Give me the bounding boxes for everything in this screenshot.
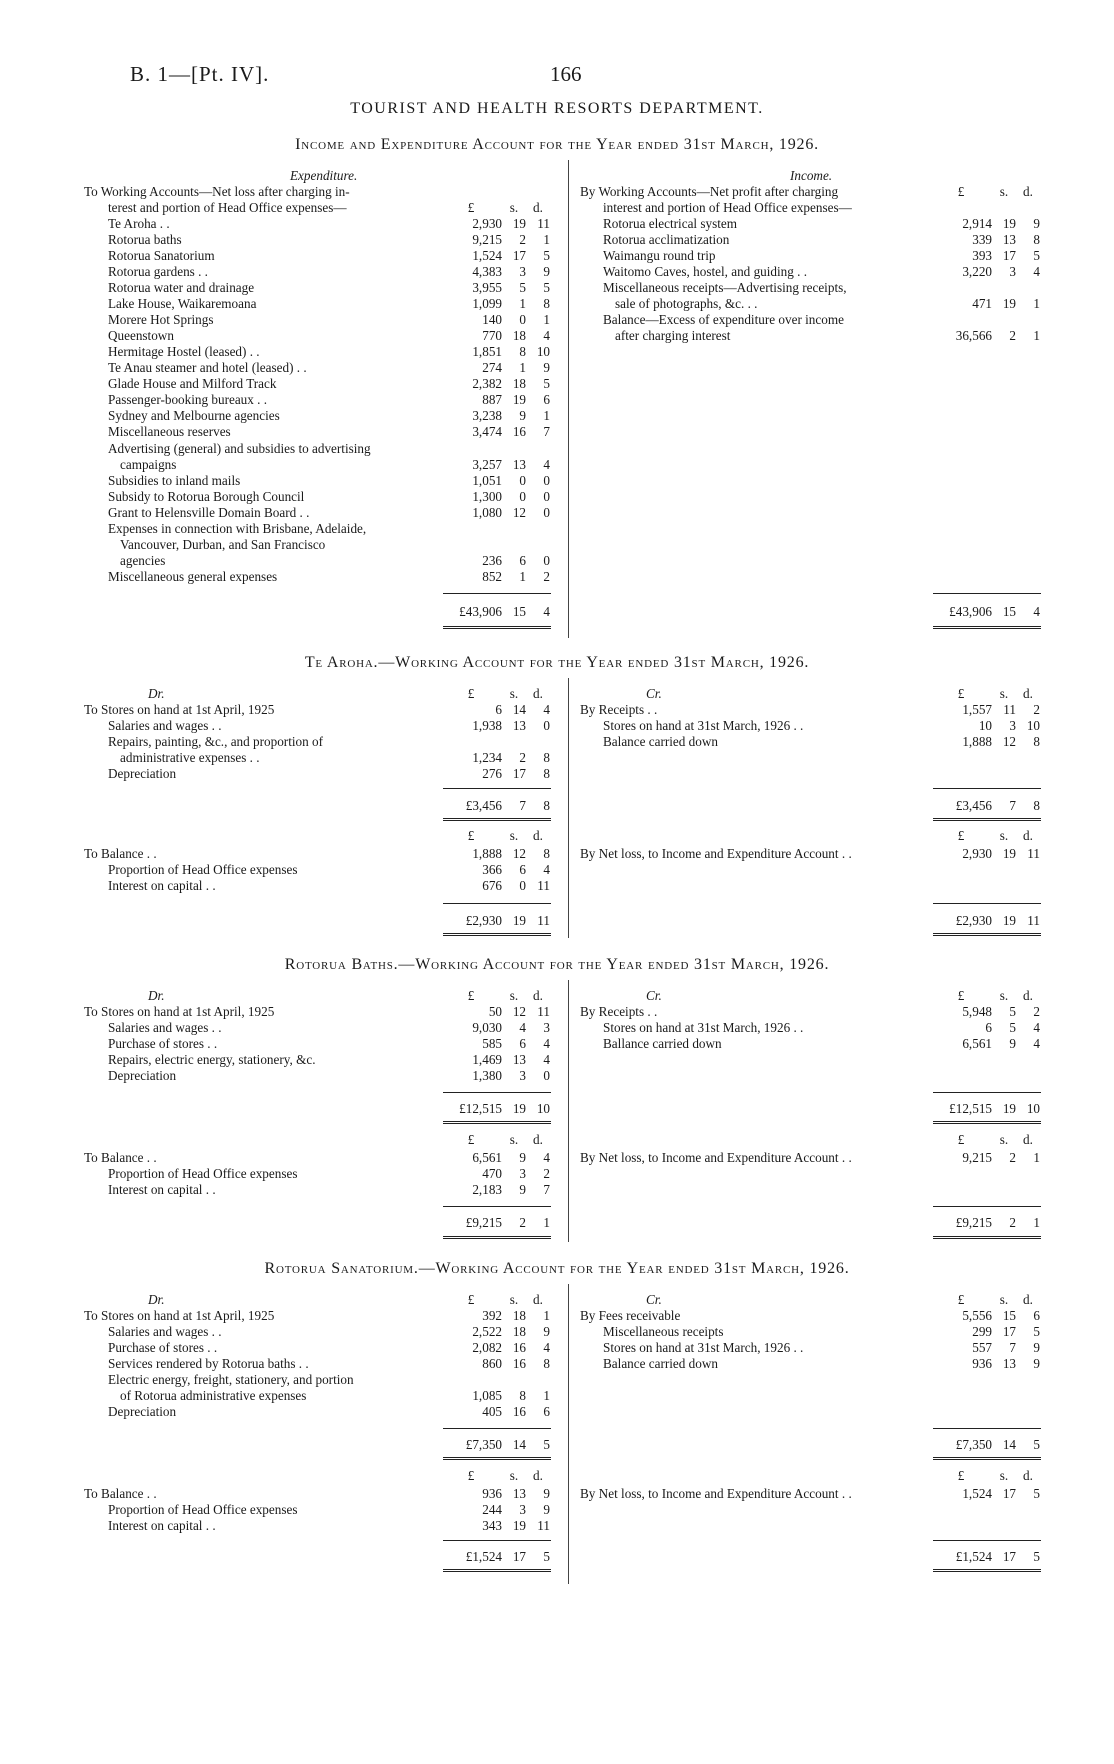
- account-row-label: Passenger-booking bureaux . .: [108, 392, 268, 407]
- dr-label: Dr.: [148, 1292, 165, 1307]
- total-double-rule: [443, 818, 551, 821]
- total-rule: [443, 1206, 551, 1207]
- total-double-rule: [933, 626, 1041, 629]
- account-row-label: Grant to Helensville Domain Board . .: [108, 505, 310, 520]
- cr-row-label: Balance carried down: [603, 734, 718, 749]
- account-row-amount: 339 13 8: [972, 232, 1040, 247]
- cr-row-amount: 10 3 10: [978, 718, 1040, 733]
- dr-row-label: Electric energy, freight, stationery, and portion: [108, 1372, 354, 1387]
- dr-row-label: Depreciation: [108, 766, 177, 781]
- balance-row-label: Interest on capital . .: [108, 1182, 216, 1197]
- account-row-label: Te Anau steamer and hotel (leased) . .: [108, 360, 307, 375]
- account-row-label: Glade House and Milford Track: [108, 376, 277, 391]
- misc-general-amount: 852 1 2: [482, 569, 550, 584]
- dr-row-label: Purchase of stores . .: [108, 1340, 218, 1355]
- total-rule: [443, 1092, 551, 1093]
- balance-total: £2,930 19 11: [465, 913, 550, 928]
- account-row-amount: 2,382 18 5: [472, 376, 550, 391]
- account-row-amount: 2,930 19 11: [472, 216, 550, 231]
- dr-row-amount: 860 16 8: [482, 1356, 550, 1371]
- account-row-amount: 887 19 6: [482, 392, 550, 407]
- dr-row-amount: 405 16 6: [482, 1404, 550, 1419]
- cr-row-amount: 1,888 12 8: [962, 734, 1040, 749]
- balance-row-amount: 676 0 11: [482, 878, 550, 893]
- net-loss-label: By Net loss, to Income and Expenditure Account . .: [580, 1486, 852, 1501]
- account-row-label: Sydney and Melbourne agencies: [108, 408, 280, 423]
- advertising-label: Advertising (general) and subsidies to advertising: [108, 441, 371, 456]
- dr-row-amount: 1,380 3 0: [472, 1068, 550, 1083]
- balance-row-amount: 1,888 12 8: [472, 846, 550, 861]
- cr-row-label: Stores on hand at 31st March, 1926 . .: [603, 1020, 804, 1035]
- expenditure-intro: terest and portion of Head Office expenses—: [108, 200, 347, 215]
- account-row-amount: 274 1 9: [482, 360, 550, 375]
- misc-receipts-label: sale of photographs, &c. . .: [615, 296, 758, 311]
- account-row-label: Subsidy to Rotorua Borough Council: [108, 489, 305, 504]
- balance-amount: 36,566 2 1: [955, 328, 1040, 343]
- total-rule: [933, 593, 1041, 594]
- balance-total: £1,524 17 5: [465, 1549, 550, 1564]
- balance-label: after charging interest: [615, 328, 731, 343]
- misc-receipts-amount: 471 19 1: [972, 296, 1040, 311]
- dr-row-label: Depreciation: [108, 1404, 177, 1419]
- cr-label: Cr.: [646, 686, 662, 701]
- total-double-rule: [933, 1121, 1041, 1124]
- dr-total: £3,456 7 8: [465, 798, 550, 813]
- dr-row-label: Salaries and wages . .: [108, 1324, 222, 1339]
- total-rule: [443, 1540, 551, 1541]
- dr-label: Dr.: [148, 988, 165, 1003]
- currency-header: £ s. d.: [467, 828, 543, 843]
- total-double-rule: [443, 1236, 551, 1239]
- dr-row-amount: 6 14 4: [495, 702, 550, 717]
- dr-row-amount: 1,234 2 8: [472, 750, 550, 765]
- dr-row-amount: 392 18 1: [482, 1308, 550, 1323]
- account-row-amount: 3,220 3 4: [962, 264, 1040, 279]
- cr-row-label: Stores on hand at 31st March, 1926 . .: [603, 718, 804, 733]
- ie-column-divider: [568, 160, 569, 638]
- balance-row-label: Proportion of Head Office expenses: [108, 1166, 298, 1181]
- balance-row-label: Interest on capital . .: [108, 878, 216, 893]
- account-row-amount: 1,099 1 8: [472, 296, 550, 311]
- net-total: £9,215 2 1: [955, 1215, 1040, 1230]
- balance-row-amount: 343 19 11: [482, 1518, 550, 1533]
- net-loss-label: By Net loss, to Income and Expenditure Account . .: [580, 846, 852, 861]
- dr-row-amount: 585 6 4: [482, 1036, 550, 1051]
- currency-header: £ s. d.: [467, 1468, 543, 1483]
- account-row-amount: 770 18 4: [482, 328, 550, 343]
- cr-row-amount: 1,557 11 2: [962, 702, 1040, 717]
- account-row-label: Rotorua acclimatization: [603, 232, 730, 247]
- agencies-label: Expenses in connection with Brisbane, Adelaide,: [108, 521, 367, 536]
- dr-row-amount: 1,085 8 1: [472, 1388, 550, 1403]
- dr-row-label: Repairs, electric energy, stationery, &c.: [108, 1052, 316, 1067]
- balance-row-label: To Balance . .: [84, 1486, 157, 1501]
- account-row-amount: 3,238 9 1: [472, 408, 550, 423]
- balance-row-amount: 936 13 9: [482, 1486, 550, 1501]
- currency-header: £ s. d.: [957, 1292, 1033, 1307]
- total-double-rule: [933, 1236, 1041, 1239]
- net-total: £1,524 17 5: [955, 1549, 1040, 1564]
- net-loss-amount: 2,930 19 11: [962, 846, 1040, 861]
- cr-total: £3,456 7 8: [955, 798, 1040, 813]
- currency-header: £ s. d.: [467, 1292, 543, 1307]
- currency-header: £ s. d.: [467, 988, 543, 1003]
- cr-label: Cr.: [646, 988, 662, 1003]
- account-row-label: Miscellaneous reserves: [108, 424, 231, 439]
- baths-divider: [568, 980, 569, 1242]
- baths-title: Rotorua Baths.—Working Account for the Year ended 31st March, 1926.: [284, 956, 830, 973]
- account-row-label: Morere Hot Springs: [108, 312, 214, 327]
- dr-row-label: Salaries and wages . .: [108, 718, 222, 733]
- dr-row-amount: 50 12 11: [488, 1004, 550, 1019]
- account-row-amount: 140 0 1: [482, 312, 550, 327]
- cr-total: £7,350 14 5: [955, 1437, 1040, 1452]
- te-aroha-title: Te Aroha.—Working Account for the Year ended 31st March, 1926.: [304, 654, 810, 671]
- account-row-label: Te Aroha . .: [108, 216, 170, 231]
- dr-row-amount: 2,522 18 9: [472, 1324, 550, 1339]
- cr-row-label: Stores on hand at 31st March, 1926 . .: [603, 1340, 804, 1355]
- account-row-amount: 4,383 3 9: [472, 264, 550, 279]
- currency-header: £ s. d.: [957, 988, 1033, 1003]
- total-double-rule: [933, 933, 1041, 936]
- sanatorium-title: Rotorua Sanatorium.—Working Account for the Year ended 31st March, 1926.: [264, 1260, 850, 1277]
- page-reference: B. 1—[Pt. IV].: [130, 62, 270, 86]
- account-row-label: Rotorua gardens . .: [108, 264, 208, 279]
- income-intro: By Working Accounts—Net profit after charging: [580, 184, 839, 199]
- currency-header: £ s. d.: [957, 1132, 1033, 1147]
- currency-header: £ s. d.: [467, 686, 543, 701]
- cr-row-label: By Receipts . .: [580, 702, 658, 717]
- dr-row-label: To Stores on hand at 1st April, 1925: [84, 1004, 275, 1019]
- balance-row-label: Proportion of Head Office expenses: [108, 1502, 298, 1517]
- net-loss-amount: 9,215 2 1: [962, 1150, 1040, 1165]
- dr-row-label: Services rendered by Rotorua baths . .: [108, 1356, 309, 1371]
- currency-header: £ s. d.: [957, 184, 1033, 199]
- total-rule: [443, 1428, 551, 1429]
- dr-row-label: Purchase of stores . .: [108, 1036, 218, 1051]
- agencies-label: agencies: [120, 553, 166, 568]
- total-rule: [933, 1092, 1041, 1093]
- account-row-amount: 1,080 12 0: [472, 505, 550, 520]
- account-row-amount: 2,914 19 9: [962, 216, 1040, 231]
- dr-row-label: To Stores on hand at 1st April, 1925: [84, 1308, 275, 1323]
- currency-header: £ s. d.: [467, 200, 543, 215]
- account-row-amount: 1,851 8 10: [472, 344, 550, 359]
- currency-header: £ s. d.: [957, 1468, 1033, 1483]
- cr-row-amount: 299 17 5: [972, 1324, 1040, 1339]
- account-row-label: Lake House, Waikaremoana: [108, 296, 257, 311]
- total-double-rule: [443, 626, 551, 629]
- total-double-rule: [443, 1121, 551, 1124]
- currency-header: £ s. d.: [957, 828, 1033, 843]
- balance-row-label: To Balance . .: [84, 1150, 157, 1165]
- cr-total: £12,515 19 10: [949, 1101, 1040, 1116]
- net-loss-amount: 1,524 17 5: [962, 1486, 1040, 1501]
- cr-row-amount: 557 7 9: [972, 1340, 1040, 1355]
- sanatorium-divider: [568, 1284, 569, 1584]
- expenditure-intro: To Working Accounts—Net loss after charging in-: [84, 184, 350, 199]
- net-total: £2,930 19 11: [955, 913, 1040, 928]
- account-row-amount: 1,051 0 0: [472, 473, 550, 488]
- currency-header: £ s. d.: [957, 686, 1033, 701]
- income-total: £43,906 15 4: [949, 604, 1040, 619]
- total-double-rule: [933, 818, 1041, 821]
- cr-row-label: Ballance carried down: [603, 1036, 722, 1051]
- account-row-label: Queenstown: [108, 328, 174, 343]
- cr-row-amount: 5,948 5 2: [962, 1004, 1040, 1019]
- account-row-amount: 393 17 5: [972, 248, 1040, 263]
- account-row-label: Rotorua Sanatorium: [108, 248, 215, 263]
- account-row-amount: 1,300 0 0: [472, 489, 550, 504]
- income-intro: interest and portion of Head Office expenses—: [603, 200, 852, 215]
- ie-account-title: Income and Expenditure Account for the Year ended 31st March, 1926.: [295, 136, 819, 153]
- account-row-label: Rotorua water and drainage: [108, 280, 255, 295]
- cr-label: Cr.: [646, 1292, 662, 1307]
- currency-header: £ s. d.: [467, 1132, 543, 1147]
- dr-row-amount: 1,938 13 0: [472, 718, 550, 733]
- dr-row-amount: 276 17 8: [482, 766, 550, 781]
- advertising-label: campaigns: [120, 457, 177, 472]
- cr-row-label: Miscellaneous receipts: [603, 1324, 724, 1339]
- balance-row-amount: 6,561 9 4: [472, 1150, 550, 1165]
- total-double-rule: [443, 1569, 551, 1572]
- account-row-amount: 3,955 5 5: [472, 280, 550, 295]
- balance-row-amount: 366 6 4: [482, 862, 550, 877]
- cr-row-label: By Receipts . .: [580, 1004, 658, 1019]
- income-heading: Income.: [790, 168, 833, 183]
- balance-label: Balance—Excess of expenditure over income: [603, 312, 844, 327]
- dr-row-label: administrative expenses . .: [120, 750, 260, 765]
- total-rule: [443, 593, 551, 594]
- balance-row-label: To Balance . .: [84, 846, 157, 861]
- advertising-amount: 3,257 13 4: [472, 457, 550, 472]
- balance-row-amount: 2,183 9 7: [472, 1182, 550, 1197]
- dr-row-amount: 9,030 4 3: [472, 1020, 550, 1035]
- total-rule: [933, 1206, 1041, 1207]
- account-row-label: Rotorua baths: [108, 232, 182, 247]
- agencies-label: Vancouver, Durban, and San Francisco: [120, 537, 326, 552]
- te-aroha-divider: [568, 678, 569, 938]
- account-row-amount: 9,215 2 1: [472, 232, 550, 247]
- balance-row-amount: 244 3 9: [482, 1502, 550, 1517]
- cr-row-label: By Fees receivable: [580, 1308, 681, 1323]
- total-double-rule: [443, 1457, 551, 1460]
- total-rule: [933, 1428, 1041, 1429]
- total-rule: [443, 788, 551, 789]
- expenditure-heading: Expenditure.: [290, 168, 358, 183]
- total-rule: [443, 903, 551, 904]
- balance-row-amount: 470 3 2: [482, 1166, 550, 1181]
- agencies-amount: 236 6 0: [482, 553, 550, 568]
- total-rule: [933, 788, 1041, 789]
- balance-row-label: Interest on capital . .: [108, 1518, 216, 1533]
- department-title: TOURIST AND HEALTH RESORTS DEPARTMENT.: [350, 100, 764, 117]
- account-row-label: Subsidies to inland mails: [108, 473, 241, 488]
- net-loss-label: By Net loss, to Income and Expenditure Account . .: [580, 1150, 852, 1165]
- total-double-rule: [933, 1457, 1041, 1460]
- dr-row-amount: 2,082 16 4: [472, 1340, 550, 1355]
- dr-total: £7,350 14 5: [465, 1437, 550, 1452]
- dr-row-label: To Stores on hand at 1st April, 1925: [84, 702, 275, 717]
- account-row-amount: 3,474 16 7: [472, 424, 550, 439]
- account-row-label: Waimangu round trip: [603, 248, 716, 263]
- cr-row-amount: 936 13 9: [972, 1356, 1040, 1371]
- misc-receipts-label: Miscellaneous receipts—Advertising receipts,: [603, 280, 847, 295]
- total-double-rule: [443, 933, 551, 936]
- balance-row-label: Proportion of Head Office expenses: [108, 862, 298, 877]
- account-row-amount: 1,524 17 5: [472, 248, 550, 263]
- dr-row-amount: 1,469 13 4: [472, 1052, 550, 1067]
- expenditure-total: £43,906 15 4: [459, 604, 550, 619]
- total-rule: [933, 1540, 1041, 1541]
- dr-row-label: Salaries and wages . .: [108, 1020, 222, 1035]
- misc-general-label: Miscellaneous general expenses: [108, 569, 278, 584]
- dr-label: Dr.: [148, 686, 165, 701]
- cr-row-amount: 5,556 15 6: [962, 1308, 1040, 1323]
- cr-row-label: Balance carried down: [603, 1356, 718, 1371]
- dr-row-label: of Rotorua administrative expenses: [120, 1388, 307, 1403]
- account-row-label: Hermitage Hostel (leased) . .: [108, 344, 260, 359]
- balance-total: £9,215 2 1: [465, 1215, 550, 1230]
- total-double-rule: [933, 1569, 1041, 1572]
- account-row-label: Rotorua electrical system: [603, 216, 738, 231]
- page-number: 166: [550, 62, 582, 86]
- cr-row-amount: 6,561 9 4: [962, 1036, 1040, 1051]
- account-row-label: Waitomo Caves, hostel, and guiding . .: [603, 264, 808, 279]
- dr-row-label: Depreciation: [108, 1068, 177, 1083]
- cr-row-amount: 6 5 4: [985, 1020, 1040, 1035]
- dr-row-label: Repairs, painting, &c., and proportion of: [108, 734, 323, 749]
- dr-total: £12,515 19 10: [459, 1101, 550, 1116]
- total-rule: [933, 903, 1041, 904]
